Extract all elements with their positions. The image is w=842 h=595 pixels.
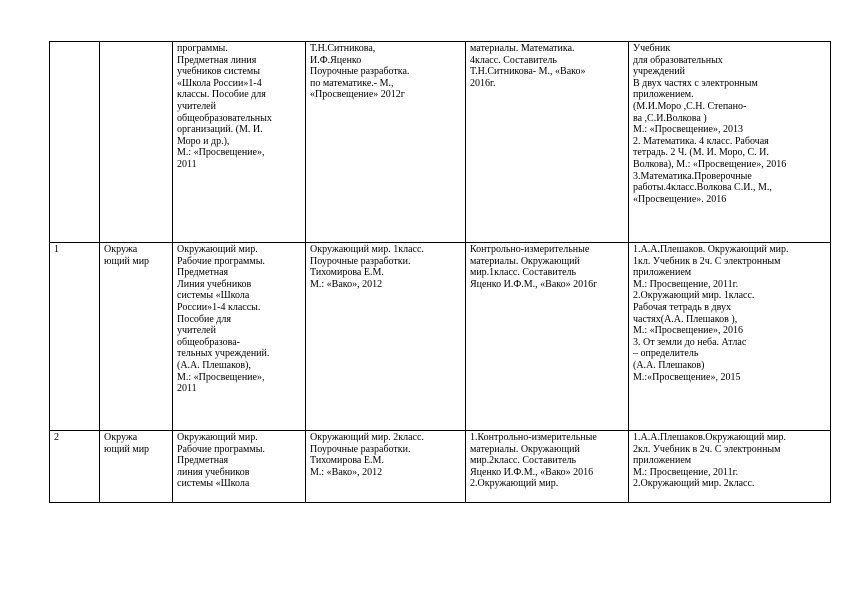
cell-subject [100,431,173,503]
table-row [50,42,831,243]
table-row [50,431,831,503]
cell-text: Учебник для образовательных учреждений В двух частях с электронным приложением. (М.И.Моро ,С.Н. Степано- ва ,С.И.Волкова ) М.: «Просвещение», 2013 2. Математика. 4 класс. Рабочая тетрадь. 2 Ч. (М. И. Моро, С. И. Волкова), М.: «Просвещение», 2016 3.Математика.Проверочные работы.4класс.Волкова С.И., М., «Просвещение». 2016 [633,43,787,205]
cell-number [50,42,100,243]
cell-text: Окружающий мир. Рабочие программы. Предметная линия учебников системы «Школа [177,432,265,490]
curriculum-table [49,41,831,503]
cell-text: 1.А.А.Плешаков.Окружающий мир. 2кл. Учебник в 2ч. С электронным приложением М.: Просвещение, 2011г. 2.Окружающий мир. 2класс. [633,432,787,490]
cell-control-materials [466,42,629,243]
cell-subject [100,42,173,243]
cell-number [50,243,100,431]
cell-textbooks [629,42,831,243]
cell-text: Окружающий мир. Рабочие программы. Предметная Линия учебников системы «Школа России»1-4 классы. Пособие для учителей общеобразова- тельных учреждений. (А.А. Плешаков), М.: «Просвещение», 2011 [177,244,270,395]
cell-text: 1.Контрольно-измерительные материалы. Окружающий мир.2класс. Составитель Яценко И.Ф.М., «Вако» 2016 2.Окружающий мир. [470,432,597,490]
cell-textbooks [629,431,831,503]
cell-text: Окружа ющий мир [104,432,150,455]
cell-program [173,431,306,503]
cell-text: материалы. Математика. 4класс. Составитель Т.Н.Ситникова- М., «Вако» 2016г. [470,43,586,89]
cell-text: Окружающий мир. 1класс. Поурочные разработки. Тихомирова Е.М. М.: «Вако», 2012 [310,244,424,290]
cell-methodical [306,243,466,431]
cell-text: программы. Предметная линия учебников системы «Школа России»1-4 классы. Пособие для учителей общеобразовательных организаций. (М. И. Моро и др.), М.: «Просвещение», 2011 [177,43,272,170]
cell-control-materials [466,431,629,503]
cell-text: Окружающий мир. 2класс. Поурочные разработки. Тихомирова Е.М. М.: «Вако», 2012 [310,432,424,478]
table-row [50,243,831,431]
cell-number [50,431,100,503]
cell-methodical [306,431,466,503]
cell-text: Окружа ющий мир [104,244,150,267]
cell-methodical [306,42,466,243]
cell-program [173,243,306,431]
cell-subject [100,243,173,431]
cell-text: Контрольно-измерительные материалы. Окружающий мир.1класс. Составитель Яценко И.Ф.М., «Вако» 2016г [470,244,598,290]
cell-text: 1 [54,244,59,255]
cell-text: 2 [54,432,59,443]
cell-textbooks [629,243,831,431]
cell-text: Т.Н.Ситникова, И.Ф.Яценко Поурочные разработка. по математике.- М., «Просвещение» 2012г [310,43,410,101]
cell-text: 1.А.А.Плешаков. Окружающий мир. 1кл. Учебник в 2ч. С электронным приложением М.: Просвещение, 2011г. 2.Окружающий мир. 1класс. Рабочая тетрадь в двух частях(А.А. Плешаков ), М.: «Просвещение», 2016 3. От земли до неба. Атлас – определитель (А.А. Плешаков) М.:«Просвещение», 2015 [633,244,789,383]
cell-program [173,42,306,243]
cell-control-materials [466,243,629,431]
